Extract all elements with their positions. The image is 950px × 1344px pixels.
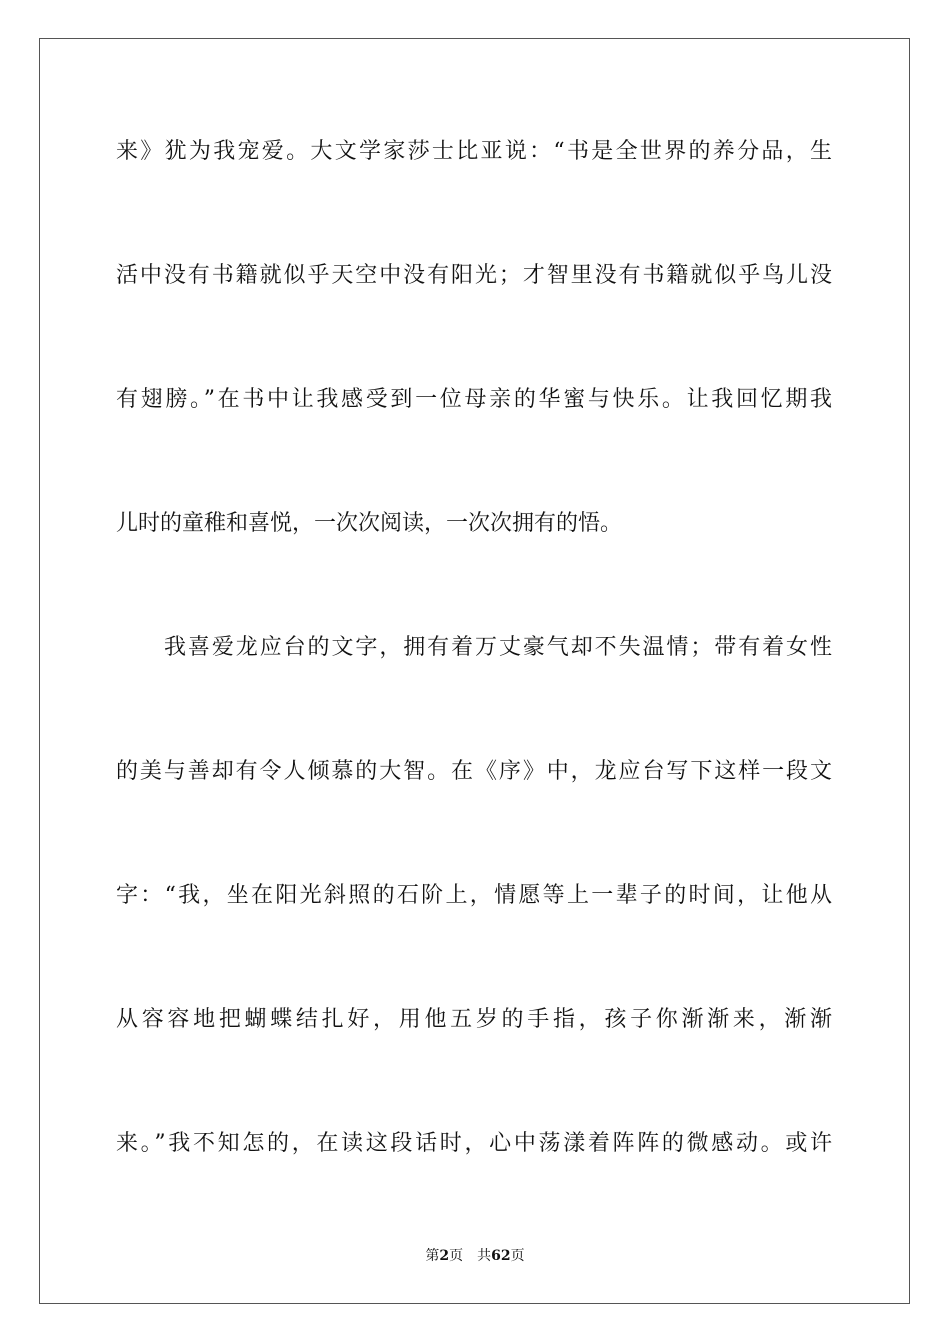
page-border — [39, 38, 910, 1304]
total-unit: 页 — [510, 1248, 525, 1264]
text-line-8: 从容容地把蝴蝶结扎好，用他五岁的手指，孩子你渐渐来，渐渐 — [116, 1007, 832, 1032]
total-prefix: 共 — [477, 1248, 492, 1264]
text-line-1: 来》犹为我宠爱。大文学家莎士比亚说：“书是全世界的养分品，生 — [116, 139, 832, 164]
text-line-5: 我喜爱龙应台的文字，拥有着万丈豪气却不失温情；带有着女性 — [164, 635, 832, 660]
page-prefix: 第 — [425, 1248, 440, 1264]
page-footer — [0, 1247, 950, 1265]
text-line-4: 儿时的童稚和喜悦，一次次阅读，一次次拥有的悟。 — [116, 511, 623, 536]
text-line-7: 字：“我，坐在阳光斜照的石阶上，情愿等上一辈子的时间，让他从 — [116, 883, 832, 908]
text-line-2: 活中没有书籍就似乎天空中没有阳光；才智里没有书籍就似乎鸟儿没 — [116, 263, 832, 288]
page-current: 2 — [439, 1248, 450, 1264]
text-line-6: 的美与善却有令人倾慕的大智。在《序》中，龙应台写下这样一段文 — [116, 759, 832, 784]
text-line-9: 来。”我不知怎的，在读这段话时，心中荡漾着阵阵的微感动。或许 — [116, 1131, 832, 1156]
page-total: 62 — [491, 1248, 511, 1264]
page-unit: 页 — [449, 1248, 464, 1264]
text-line-3: 有翅膀。”在书中让我感受到一位母亲的华蜜与快乐。让我回忆期我 — [116, 387, 832, 412]
